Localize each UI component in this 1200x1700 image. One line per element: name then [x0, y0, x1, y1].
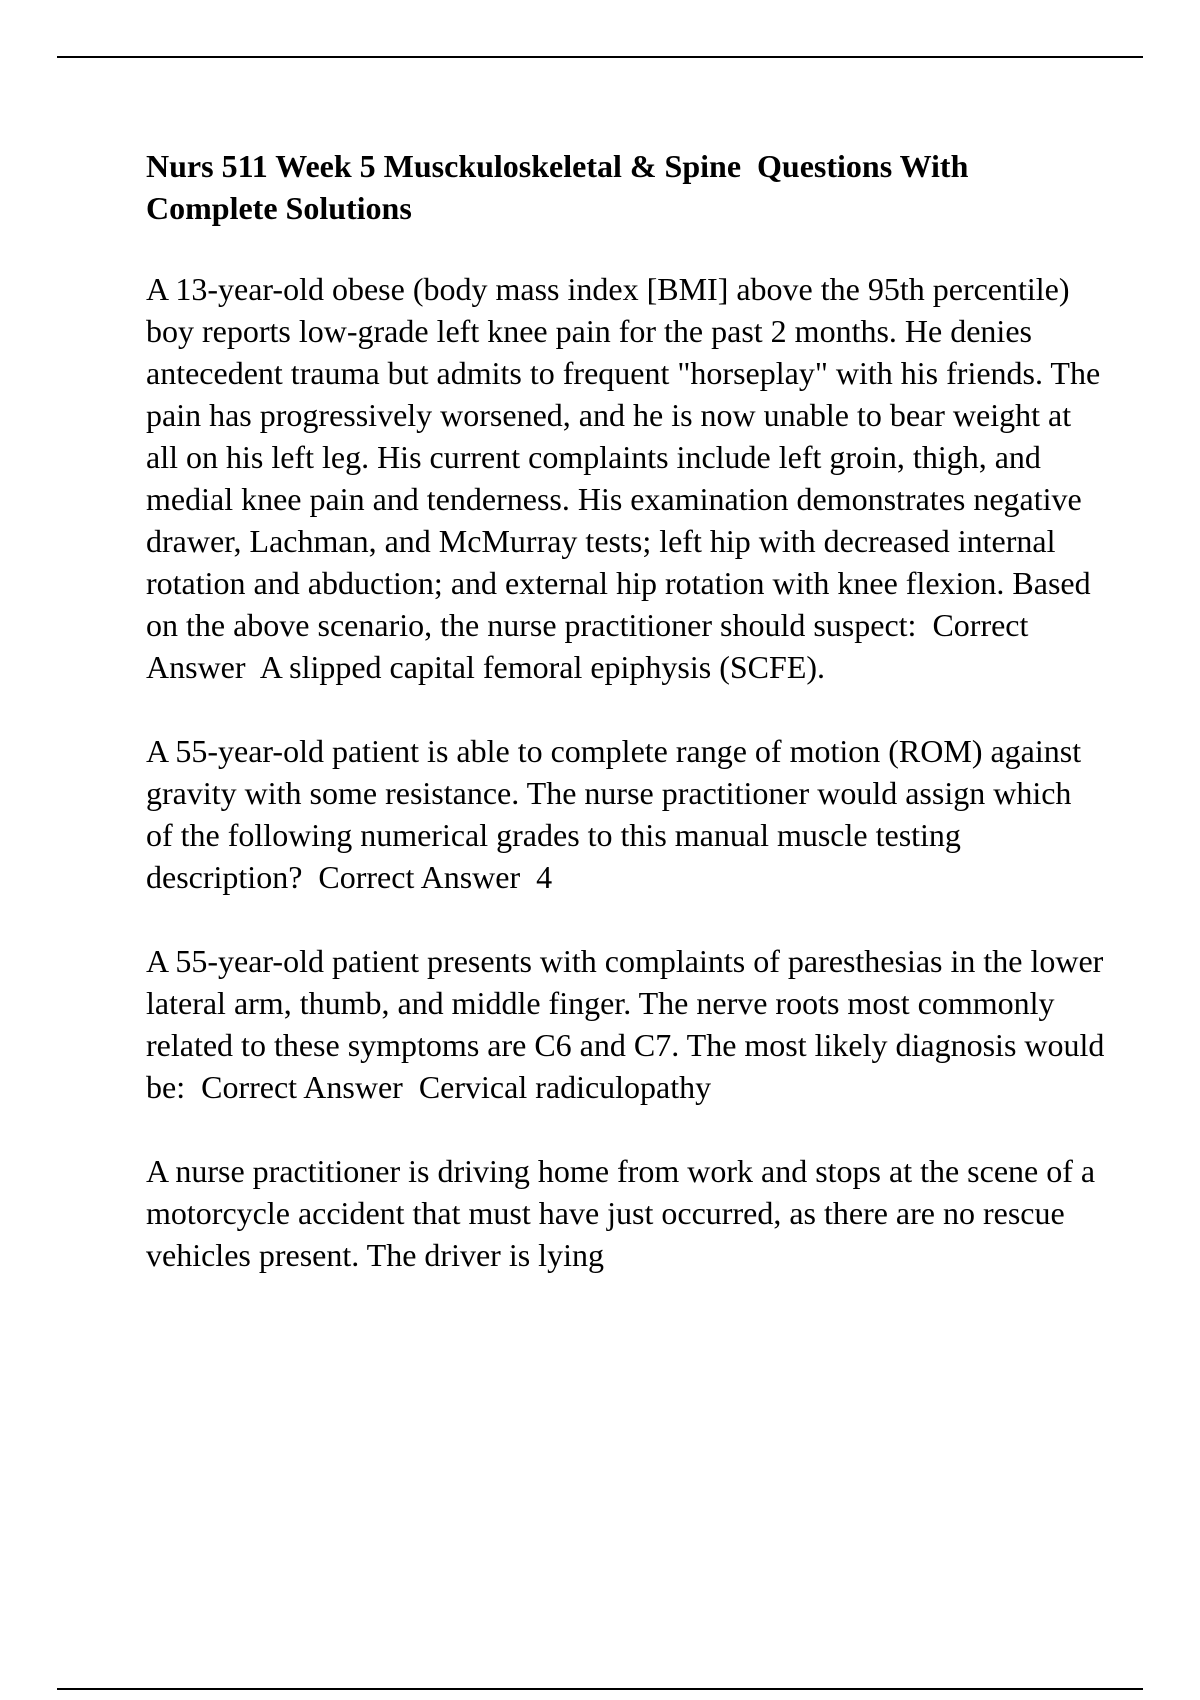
- question-paragraph-4: A nurse practitioner is driving home from work and stops at the scene of a motorcycle accident that must have just occurred, as there are no rescue vehicles present. The driver is lying: [146, 1153, 1104, 1273]
- question-paragraph-2: A 55-year-old patient is able to complete range of motion (ROM) against gravity with some resistance. The nurse practitioner would assign which of the following numerical grades to this manual muscle testing description? Correct Answer 4: [146, 733, 1090, 895]
- document-body: [146, 145, 1113, 1318]
- question-paragraph-1: A 13-year-old obese (body mass index [BMI] above the 95th percentile) boy reports low-grade left knee pain for the past 2 months. He denies antecedent trauma but admits to frequent "horseplay" with his friends. The pain has progressively worsened, and he is now unable to bear weight at all on his left leg. His current complaints include left groin, thigh, and medial knee pain and tenderness. His examination demonstrates negative drawer, Lachman, and McMurray tests; left hip with decreased internal rotation and abduction; and external hip rotation with knee flexion. Based on the above scenario, the nurse practitioner should suspect: Correct Answer A slipped capital femoral epiphysis (SCFE).: [146, 271, 1109, 685]
- question-paragraph-3: A 55-year-old patient presents with complaints of paresthesias in the lower lateral arm, thumb, and middle finger. The nerve roots most commonly related to these symptoms are C6 and C7. The most likely diagnosis would be: Correct Answer Cervical radiculopathy: [146, 943, 1113, 1105]
- header-rule: [57, 56, 1143, 58]
- document-title: Nurs 511 Week 5 Musckuloskeletal & Spine Questions With Complete Solutions: [146, 148, 977, 226]
- footer-rule: [57, 1688, 1143, 1690]
